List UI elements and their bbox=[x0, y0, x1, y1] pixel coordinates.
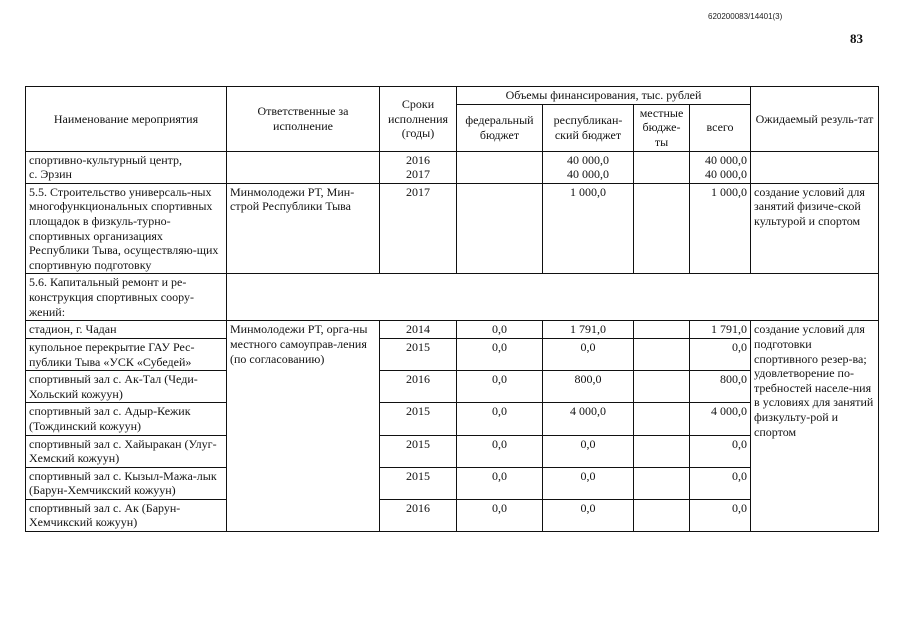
row-5-6-name: 5.6. Капитальный ремонт и ре-конструкция спортивных соору-жений: bbox=[26, 274, 227, 321]
row-5-5-name: 5.5. Строительство универсаль-ных многофункциональных спортивных площадок в физкуль-турно-спортивных организациях Республики Тыва, осуществляю-щих спортивную подготовку bbox=[26, 183, 227, 274]
item-total: 0,0 bbox=[690, 499, 751, 531]
item-republic: 0,0 bbox=[543, 467, 634, 499]
item-total: 0,0 bbox=[690, 435, 751, 467]
item-republic: 800,0 bbox=[543, 371, 634, 403]
row-5-6-span bbox=[227, 274, 879, 321]
block1-year: 2016 bbox=[406, 152, 430, 167]
item-year: 2015 bbox=[380, 403, 457, 435]
item-local bbox=[634, 338, 690, 370]
item-local bbox=[634, 499, 690, 531]
item-name: купольное перекрытие ГАУ Рес-публики Тыва «УСК «Субедей» bbox=[26, 338, 227, 370]
item-year: 2015 bbox=[380, 338, 457, 370]
item-year: 2016 bbox=[380, 499, 457, 531]
item-federal: 0,0 bbox=[457, 403, 543, 435]
header-total: всего bbox=[690, 104, 751, 151]
block1-total-value: 40 000,0 bbox=[705, 167, 748, 182]
item-local bbox=[634, 403, 690, 435]
item-name: спортивный зал с. Хайыракан (Улуг-Хемский кожуун) bbox=[26, 435, 227, 467]
item-year: 2015 bbox=[380, 467, 457, 499]
block1-name-line: спортивно-культурный центр, bbox=[29, 152, 183, 167]
item-federal: 0,0 bbox=[457, 371, 543, 403]
block1-responsible bbox=[227, 151, 380, 183]
block1-total bbox=[690, 151, 751, 183]
item-total: 1 791,0 bbox=[690, 321, 751, 339]
funding-table bbox=[25, 86, 879, 532]
block1-republic-value: 40 000,0 bbox=[567, 152, 609, 167]
item-federal: 0,0 bbox=[457, 499, 543, 531]
header-republic: республикан-ский бюджет bbox=[543, 104, 634, 151]
block1-local bbox=[634, 151, 690, 183]
item-year: 2014 bbox=[380, 321, 457, 339]
item-total: 0,0 bbox=[690, 338, 751, 370]
item-name: спортивный зал с. Адыр-Кежик (Тождинский кожуун) bbox=[26, 403, 227, 435]
item-year: 2015 bbox=[380, 435, 457, 467]
header-name: Наименование мероприятия bbox=[26, 87, 227, 152]
block1-name-line: с. Эрзин bbox=[29, 167, 72, 182]
block1-name bbox=[26, 151, 227, 183]
header-period: Сроки исполнения (годы) bbox=[380, 87, 457, 152]
block1-result bbox=[751, 151, 879, 183]
block1-total-value: 40 000,0 bbox=[705, 152, 748, 167]
header-responsible: Ответственные за исполнение bbox=[227, 87, 380, 152]
item-name: спортивный зал с. Кызыл-Мажа-лык (Барун-Хемчикский кожуун) bbox=[26, 467, 227, 499]
item-result: создание условий для подготовки спортивного резер-ва; удовлетворение по-требностей населе-ния в условиях для занятий физкульту-рой и спортом bbox=[751, 321, 879, 532]
table-row bbox=[26, 321, 879, 339]
header-federal: федеральный бюджет bbox=[457, 104, 543, 151]
item-republic: 4 000,0 bbox=[543, 403, 634, 435]
item-federal: 0,0 bbox=[457, 467, 543, 499]
block1-years bbox=[380, 151, 457, 183]
item-federal: 0,0 bbox=[457, 435, 543, 467]
row-5-5-federal bbox=[457, 183, 543, 274]
item-name: стадион, г. Чадан bbox=[26, 321, 227, 339]
row-5-5-responsible: Минмолодежи РТ, Мин-строй Республики Тыва bbox=[227, 183, 380, 274]
document-id: 620200083/14401(3) bbox=[708, 12, 783, 21]
page-number: 83 bbox=[850, 31, 863, 46]
item-federal: 0,0 bbox=[457, 338, 543, 370]
row-5-5-republic: 1 000,0 bbox=[543, 183, 634, 274]
row-5-5-year: 2017 bbox=[380, 183, 457, 274]
item-local bbox=[634, 371, 690, 403]
item-year: 2016 bbox=[380, 371, 457, 403]
item-total: 0,0 bbox=[690, 467, 751, 499]
item-republic: 1 791,0 bbox=[543, 321, 634, 339]
item-total: 4 000,0 bbox=[690, 403, 751, 435]
block1-federal bbox=[457, 151, 543, 183]
item-local bbox=[634, 435, 690, 467]
item-name: спортивный зал с. Ак-Тал (Чеди-Хольский кожуун) bbox=[26, 371, 227, 403]
header-funding-group: Объемы финансирования, тыс. рублей bbox=[457, 87, 751, 105]
item-responsible: Минмолодежи РТ, орга-ны местного самоуправ-ления (по согласованию) bbox=[227, 321, 380, 532]
header-local: местные бюдже-ты bbox=[634, 104, 690, 151]
item-local bbox=[634, 321, 690, 339]
item-republic: 0,0 bbox=[543, 499, 634, 531]
item-republic: 0,0 bbox=[543, 435, 634, 467]
block1-republic bbox=[543, 151, 634, 183]
item-federal: 0,0 bbox=[457, 321, 543, 339]
block1-republic-value: 40 000,0 bbox=[567, 167, 609, 182]
item-name: спортивный зал с. Ак (Барун-Хемчикский кожуун) bbox=[26, 499, 227, 531]
row-5-5-total: 1 000,0 bbox=[690, 183, 751, 274]
item-total: 800,0 bbox=[690, 371, 751, 403]
header-expected-result: Ожидаемый резуль-тат bbox=[751, 87, 879, 152]
row-5-5-result: создание условий для занятий физиче-ской культурой и спортом bbox=[751, 183, 879, 274]
block1-year: 2017 bbox=[406, 167, 430, 182]
item-local bbox=[634, 467, 690, 499]
row-5-5-local bbox=[634, 183, 690, 274]
item-republic: 0,0 bbox=[543, 338, 634, 370]
